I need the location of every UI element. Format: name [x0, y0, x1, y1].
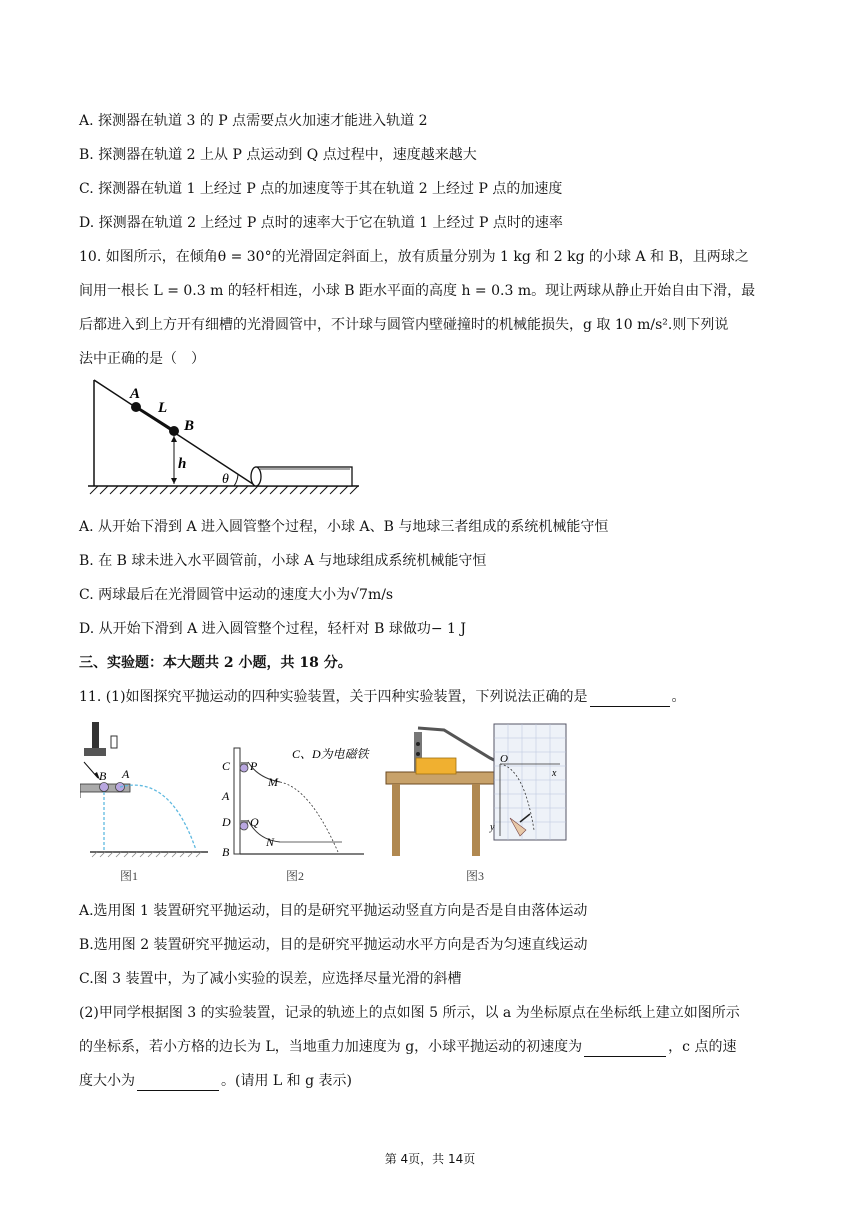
fig3-label-y: y [490, 822, 495, 833]
q10-option-d: D. 从开始下滑到 A 进入圆管整个过程，轻杆对 B 球做功− 1 J [79, 621, 466, 637]
fig2-label-q: Q [250, 815, 259, 829]
q10-option-b: B. 在 B 球未进入水平圆管前，小球 A 与地球组成系统机械能守恒 [79, 553, 487, 569]
q11-answer-blank-1[interactable] [590, 688, 670, 707]
q11-stem [79, 688, 686, 707]
q11-figures [80, 718, 570, 888]
fig2-caption: 图2 [286, 869, 305, 883]
ball-b [169, 426, 179, 436]
fig1-caption: 图1 [120, 869, 139, 883]
q10-stem-line-2: 间用一根长 L = 0.3 m 的轻杆相连，小球 B 距水平面的高度 h = 0.3 m。现让两球从静止开始自由下滑，最 [79, 283, 756, 299]
fig2-label-p: P [250, 759, 258, 773]
q11-option-a: A.选用图 1 装置研究平抛运动，目的是研究平抛运动竖直方向是否是自由落体运动 [79, 903, 588, 919]
fig2-label-n: N [266, 835, 275, 849]
label-theta: θ [222, 472, 229, 487]
q11-answer-blank-2[interactable] [584, 1038, 666, 1057]
figure-3 [386, 724, 566, 883]
q10-stem-line-3: 后都进入到上方开有细槽的光滑圆管中，不计球与圆管内壁碰撞时的机械能损失，g 取 10 m/s².则下列说 [79, 317, 729, 333]
q10-option-c: C. 两球最后在光滑圆管中运动的速度大小为√7m/s [79, 587, 394, 603]
fig1-label-a: A [122, 767, 130, 781]
q10-stem-line-1: 10. 如图所示，在倾角θ = 30°的光滑固定斜面上，放有质量分别为 1 kg 和 2 kg 的小球 A 和 B，且两球之 [79, 249, 749, 265]
fig2-label-b: B [222, 845, 230, 859]
q9-option-c: C. 探测器在轨道 1 上经过 P 点的加速度等于其在轨道 2 上经过 P 点的加速度 [79, 181, 563, 197]
fig2-label-c: C [222, 759, 231, 773]
fig2-label-m: M [268, 775, 278, 789]
q11-option-b: B.选用图 2 装置研究平抛运动，目的是研究平抛运动水平方向是否为匀速直线运动 [79, 937, 588, 953]
label-l: L [158, 400, 168, 416]
figure-1 [80, 722, 208, 883]
q11-part2-line-3-end: 。(请用 L 和 g 表示) [221, 1073, 352, 1089]
q11-part2-line-3-text: 度大小为 [79, 1073, 135, 1089]
fig3-label-o: O [500, 753, 508, 765]
q9-option-d: D. 探测器在轨道 2 上经过 P 点时的速率大于它在轨道 1 上经过 P 点时的速率 [79, 215, 563, 231]
q11-part2-line-2 [79, 1038, 736, 1057]
q11-part2-line-2-text: 的坐标系，若小方格的边长为 L，当地重力加速度为 g，小球平抛运动的初速度为 [79, 1039, 583, 1055]
q11-stem-end: 。 [671, 689, 686, 705]
q11-part2-line-2-end: ，c 点的速 [668, 1039, 737, 1055]
fig3-label-x: x [552, 768, 557, 779]
q10-incline-figure [84, 376, 364, 500]
fig2-label-a: A [222, 789, 230, 803]
label-b: B [184, 418, 195, 434]
page-footer: 第 4页，共 14页 [384, 1152, 476, 1166]
fig2-note: C、D为电磁铁 [292, 747, 369, 761]
q11-option-c: C.图 3 装置中，为了减小实验的误差，应选择尽量光滑的斜槽 [79, 971, 462, 987]
q11-stem-text: 11. (1)如图探究平抛运动的四种实验装置，关于四种实验装置，下列说法正确的是 [79, 689, 588, 705]
q9-option-a: A. 探测器在轨道 3 的 P 点需要点火加速才能进入轨道 2 [79, 113, 428, 129]
fig2-label-d: D [222, 815, 231, 829]
fig3-caption: 图3 [466, 869, 485, 883]
q11-answer-blank-3[interactable] [137, 1072, 219, 1091]
ball-a [131, 402, 141, 412]
label-h: h [178, 456, 187, 472]
q10-stem-line-4: 法中正确的是（ ） [79, 351, 205, 367]
figure-2 [221, 747, 371, 883]
q10-option-a: A. 从开始下滑到 A 进入圆管整个过程，小球 A、B 与地球三者组成的系统机械能守恒 [79, 519, 609, 535]
q11-part2-line-1: (2)甲同学根据图 3 的实验装置，记录的轨迹上的点如图 5 所示，以 a 为坐标原点在坐标纸上建立如图所示 [79, 1005, 740, 1021]
q11-part2-line-3 [79, 1072, 352, 1091]
fig1-label-b: B [99, 769, 107, 783]
section-3-title: 三、实验题：本大题共 2 小题，共 18 分。 [79, 655, 352, 671]
q9-option-b: B. 探测器在轨道 2 上从 P 点运动到 Q 点过程中，速度越来越大 [79, 147, 477, 163]
label-a: A [130, 386, 141, 402]
